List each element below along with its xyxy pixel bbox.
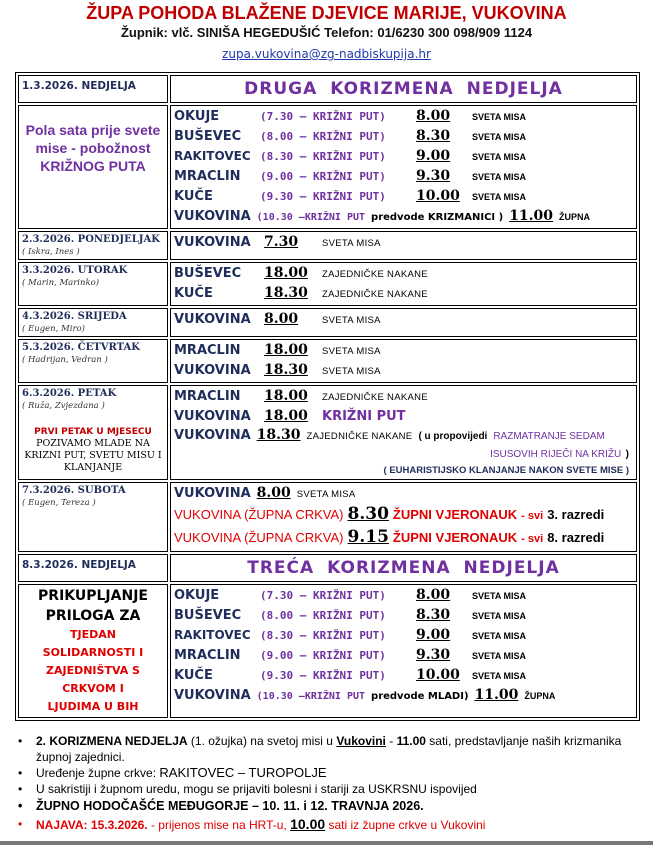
announcement-text: sati, predstavljanje naših krizmanika župnoj zajednici. — [36, 734, 622, 764]
way-of-cross-label: KRIŽNI PUT — [322, 409, 406, 424]
mass-time: 18.00 — [264, 265, 308, 281]
way-of-cross-time: (9.30 – KRIŽNI PUT) — [260, 669, 386, 682]
week1-title: DRUGA KORIZMENA NEDJELJA — [244, 79, 563, 99]
location: OKUJE — [174, 109, 220, 124]
adoration-line — [174, 462, 633, 478]
date-cell — [18, 339, 168, 383]
mass-type: SVETA MISA — [472, 631, 527, 641]
mass-row — [174, 310, 633, 330]
week2-date: 8.3.2026. NEDJELJA — [22, 559, 136, 571]
week2-date-cell — [18, 554, 168, 582]
date-cell — [18, 385, 168, 480]
announcement-item — [18, 733, 643, 765]
mass-type: SVETA MISA — [472, 671, 527, 681]
announcement-time: 10.00 — [290, 816, 326, 832]
location: VUKOVINA — [174, 409, 251, 424]
location: VUKOVINA — [174, 688, 251, 703]
mass-row — [174, 127, 633, 147]
collection-cell — [18, 584, 168, 718]
way-of-cross-time: (9.00 – KRIŽNI PUT) — [260, 649, 386, 662]
parish-title: ŽUPA POHODA BLAŽENE DJEVICE MARIJE, VUKOVINA — [86, 3, 567, 23]
mass-row — [174, 167, 633, 187]
day-date: 5.3.2026. ČETVRTAK — [22, 342, 140, 353]
announcement-location: RAKITOVEC – TUROPOLJE — [159, 765, 327, 780]
day-row-thursday — [18, 339, 637, 383]
mass-row — [174, 426, 633, 446]
mass-row — [174, 606, 633, 626]
announcement-item — [18, 797, 643, 815]
mass-time: 18.30 — [264, 362, 308, 378]
week1-note-cell — [18, 105, 168, 229]
location: VUKOVINA — [174, 209, 251, 224]
sermon-close: ) — [625, 449, 629, 460]
way-of-cross-time: (10.30 –KRIŽNI PUT — [256, 212, 366, 223]
way-of-cross-time: (10.30 –KRIŽNI PUT — [256, 691, 366, 702]
location: VUKOVINA — [174, 312, 251, 327]
mass-time: 18.30 — [264, 285, 308, 301]
mass-type: SVETA MISA — [322, 238, 381, 249]
day-date: 4.3.2026. SRIJEDA — [22, 311, 127, 322]
mass-time: 8.00 — [264, 311, 299, 327]
announcement-text: - prijenos mise na HRT-u, — [147, 818, 291, 832]
mass-row-parish — [174, 686, 633, 706]
day-date: 3.3.2026. UTORAK — [22, 265, 128, 276]
date-cell — [18, 482, 168, 552]
name-days: ( Iskra, Ines ) — [22, 247, 80, 257]
mass-time: 8.30 — [416, 607, 451, 623]
catechesis-grade: 3. razredi — [547, 507, 605, 522]
location: BUŠEVEC — [174, 608, 242, 623]
mass-type: ZAJEDNIČKE NAKANE — [322, 392, 428, 403]
led-by: predvode KRIZMANICI ) — [371, 212, 504, 223]
mass-row — [174, 666, 633, 686]
day-date: 6.3.2026. PETAK — [22, 388, 117, 399]
mass-time: 7.30 — [264, 234, 299, 250]
email-link[interactable]: zupa.vukovina@zg-nadbiskupija.hr — [222, 47, 431, 61]
announcement-item — [18, 781, 643, 797]
mass-time: 9.30 — [416, 168, 451, 184]
day-row-friday — [18, 385, 637, 480]
mass-time: 18.00 — [264, 408, 308, 424]
masses-cell — [170, 262, 637, 306]
location: RAKITOVEC — [174, 149, 251, 163]
location: BUŠEVEC — [174, 266, 242, 281]
collection-purpose: CRKVOM I — [62, 682, 124, 695]
masses-cell — [170, 385, 637, 480]
name-days: ( Hadrijan, Vedran ) — [22, 355, 108, 365]
mass-time: 9.30 — [416, 647, 451, 663]
location: RAKITOVEC — [174, 628, 251, 642]
mass-row — [174, 586, 633, 606]
day-row-saturday — [18, 482, 637, 552]
mass-type: ZAJEDNIČKE NAKANE — [322, 269, 428, 280]
announcement-bold: NAJAVA: 15.3.2026. — [36, 818, 148, 832]
mass-type: SVETA MISA — [472, 651, 527, 661]
location: VUKOVINA — [174, 486, 251, 501]
mass-time: 11.00 — [474, 687, 519, 703]
adoration-note: ( EUHARISTIJSKO KLANJANJE NAKON SVETE MISE ) — [383, 465, 629, 476]
collection-purpose: ZAJEDNIŠTVA S — [46, 664, 140, 677]
announcement-bold: 2. KORIZMENA NEDJELJA — [36, 734, 188, 748]
week2-masses-cell — [170, 584, 637, 718]
announcement-time: 11.00 — [396, 734, 426, 748]
mass-schedule-table — [15, 72, 640, 721]
date-cell — [18, 231, 168, 260]
catechesis-label: ŽUPNI VJERONAUK — [392, 507, 518, 522]
announcement-text: (1. ožujka) na svetoj misi u — [187, 734, 337, 748]
mass-time: 9.00 — [416, 627, 451, 643]
mass-type: ZAJEDNIČKE NAKANE — [322, 289, 428, 300]
pilgrimage-announcement: ŽUPNO HODOČAŠĆE MEĐUGORJE – 10. 11. i 12. TRAVNJA 2026. — [36, 799, 424, 813]
mass-row — [174, 626, 633, 646]
day-row-monday — [18, 231, 637, 260]
mass-type: SVETA MISA — [322, 315, 381, 326]
location: VUKOVINA — [174, 363, 251, 378]
mass-time: 18.00 — [264, 342, 308, 358]
sermon-topic-cont: ISUSOVIH RIJEČI NA KRIŽU — [490, 449, 622, 460]
location: MRACLIN — [174, 389, 241, 404]
mass-time: 8.30 — [416, 128, 451, 144]
catechesis-row — [174, 504, 633, 527]
announcement-text: Uređenje župne crkve: — [36, 766, 160, 780]
mass-type: SVETA MISA — [472, 112, 527, 122]
pastor-contact-line: Župnik: vlč. SINIŠA HEGEDUŠIĆ Telefon: 01/6230 300 098/909 1124 — [120, 25, 533, 40]
catechesis-all: - svi — [521, 510, 544, 522]
week1-header-row — [18, 75, 637, 103]
mass-row — [174, 187, 633, 207]
mass-row — [174, 284, 633, 304]
day-row-wednesday — [18, 308, 637, 337]
location: VUKOVINA (ŽUPNA CRKVA) — [174, 530, 344, 545]
announcement-place: Vukovini — [336, 734, 386, 748]
week1-masses-cell — [170, 105, 637, 229]
mass-type: ZAJEDNIČKE NAKANE — [306, 431, 413, 442]
first-friday-label: PRVI PETAK U MJESECU — [34, 427, 152, 437]
way-of-cross-time: (7.30 – KRIŽNI PUT) — [260, 110, 386, 123]
mass-row — [174, 387, 633, 407]
mass-time: 10.00 — [416, 188, 460, 204]
announcement-text: - — [385, 734, 397, 748]
mass-time: 18.30 — [256, 427, 301, 443]
mass-time: 18.00 — [264, 388, 308, 404]
name-days: ( Marin, Marinko) — [22, 278, 100, 288]
catechesis-time: 9.15 — [347, 527, 389, 547]
sermon-intro: ( u propovijedi — [418, 431, 488, 442]
announcement-text: U sakristiji i župnom uredu, mogu se prijaviti bolesni i stariji za USKRSNU ispovijed — [36, 782, 477, 796]
youth-invitation: POZIVAMO MLADE NA KRIZNI PUT, SVETU MISU I KLANJANJE — [24, 438, 162, 473]
mass-row — [174, 264, 633, 284]
way-of-cross-time: (8.00 – KRIŽNI PUT) — [260, 130, 386, 143]
announcements-list — [18, 733, 643, 835]
way-of-cross-time: (8.30 – KRIŽNI PUT) — [260, 629, 386, 642]
way-of-cross-time: (9.30 – KRIŽNI PUT) — [260, 190, 386, 203]
location: KUČE — [174, 189, 213, 204]
mass-type: SVETA MISA — [322, 366, 381, 377]
mass-time: 8.00 — [256, 485, 291, 501]
mass-type: SVETA MISA — [296, 489, 356, 500]
mass-type: ŽUPNA — [524, 691, 556, 701]
location: MRACLIN — [174, 648, 241, 663]
day-date: 7.3.2026. SUBOTA — [22, 485, 126, 496]
catechesis-all: - svi — [521, 533, 544, 545]
mass-type: SVETA MISA — [472, 591, 527, 601]
collection-purpose: SOLIDARNOSTI I — [42, 646, 144, 659]
location: KUČE — [174, 668, 213, 683]
date-cell — [18, 262, 168, 306]
masses-cell — [170, 231, 637, 260]
led-by: predvode MLADI) — [371, 691, 469, 702]
way-of-cross-time: (8.30 – KRIŽNI PUT) — [260, 150, 386, 163]
mass-row — [174, 107, 633, 127]
catechesis-label: ŽUPNI VJERONAUK — [392, 530, 518, 545]
mass-type: SVETA MISA — [472, 172, 527, 182]
week2-masses-row — [18, 584, 637, 718]
masses-cell — [170, 482, 637, 552]
mass-time: 8.00 — [416, 108, 451, 124]
location: KUČE — [174, 286, 213, 301]
masses-cell — [170, 339, 637, 383]
mass-time: 9.00 — [416, 148, 451, 164]
name-days: ( Ruža, Zvjezdana ) — [22, 401, 105, 411]
sermon-topic-line2 — [174, 446, 633, 462]
day-row-tuesday — [18, 262, 637, 306]
parish-header — [0, 0, 653, 64]
collection-purpose: TJEDAN — [70, 628, 116, 641]
location: VUKOVINA (ŽUPNA CRKVA) — [174, 507, 344, 522]
mass-type: SVETA MISA — [472, 611, 527, 621]
collection-heading: PRIKUPLJANJE — [38, 588, 148, 604]
location: BUŠEVEC — [174, 129, 242, 144]
catechesis-row — [174, 527, 633, 550]
location: MRACLIN — [174, 343, 241, 358]
location: OKUJE — [174, 588, 220, 603]
masses-cell — [170, 308, 637, 337]
location: MRACLIN — [174, 169, 241, 184]
mass-time: 8.00 — [416, 587, 451, 603]
way-of-cross-time: (9.00 – KRIŽNI PUT) — [260, 170, 386, 183]
mass-time: 10.00 — [416, 667, 460, 683]
mass-type: SVETA MISA — [472, 152, 527, 162]
sermon-topic: RAZMATRANJE SEDAM — [493, 431, 605, 442]
catechesis-grade: 8. razredi — [547, 530, 605, 545]
mass-row — [174, 407, 633, 426]
name-days: ( Eugen, Tereza ) — [22, 498, 96, 508]
week1-date-cell — [18, 75, 168, 103]
mass-row — [174, 484, 633, 504]
mass-type: ŽUPNA — [559, 212, 591, 222]
date-cell — [18, 308, 168, 337]
collection-purpose: LJUDIMA U BIH — [47, 700, 139, 713]
collection-heading-2: PRILOGA ZA — [45, 608, 141, 624]
week1-title-cell — [170, 75, 637, 103]
mass-time: 11.00 — [509, 208, 554, 224]
location: VUKOVINA — [174, 428, 251, 443]
bottom-divider — [0, 841, 653, 845]
week2-title: TREĆA KORIZMENA NEDJELJA — [247, 558, 560, 578]
catechesis-time: 8.30 — [347, 504, 389, 524]
way-of-cross-note: Pola sata prije svete mise - pobožnost KRIŽNOG PUTA — [25, 122, 161, 174]
way-of-cross-time: (7.30 – KRIŽNI PUT) — [260, 589, 386, 602]
week2-title-cell — [170, 554, 637, 582]
week1-date: 1.3.2026. NEDJELJA — [22, 80, 136, 92]
week1-masses-row — [18, 105, 637, 229]
mass-type: SVETA MISA — [472, 132, 527, 142]
mass-row — [174, 233, 633, 253]
mass-type: SVETA MISA — [472, 192, 527, 202]
announcement-text: sati iz župne crkve u Vukovini — [325, 818, 486, 832]
week2-header-row — [18, 554, 637, 582]
mass-type: SVETA MISA — [322, 346, 381, 357]
mass-row — [174, 361, 633, 381]
mass-row — [174, 147, 633, 167]
way-of-cross-time: (8.00 – KRIŽNI PUT) — [260, 609, 386, 622]
announcement-item — [18, 765, 643, 781]
announcement-item — [18, 815, 643, 835]
mass-row — [174, 646, 633, 666]
mass-row — [174, 341, 633, 361]
day-date: 2.3.2026. PONEDJELJAK — [22, 234, 160, 245]
mass-row-parish — [174, 207, 633, 227]
location: VUKOVINA — [174, 235, 251, 250]
name-days: ( Eugen, Miro) — [22, 324, 85, 334]
